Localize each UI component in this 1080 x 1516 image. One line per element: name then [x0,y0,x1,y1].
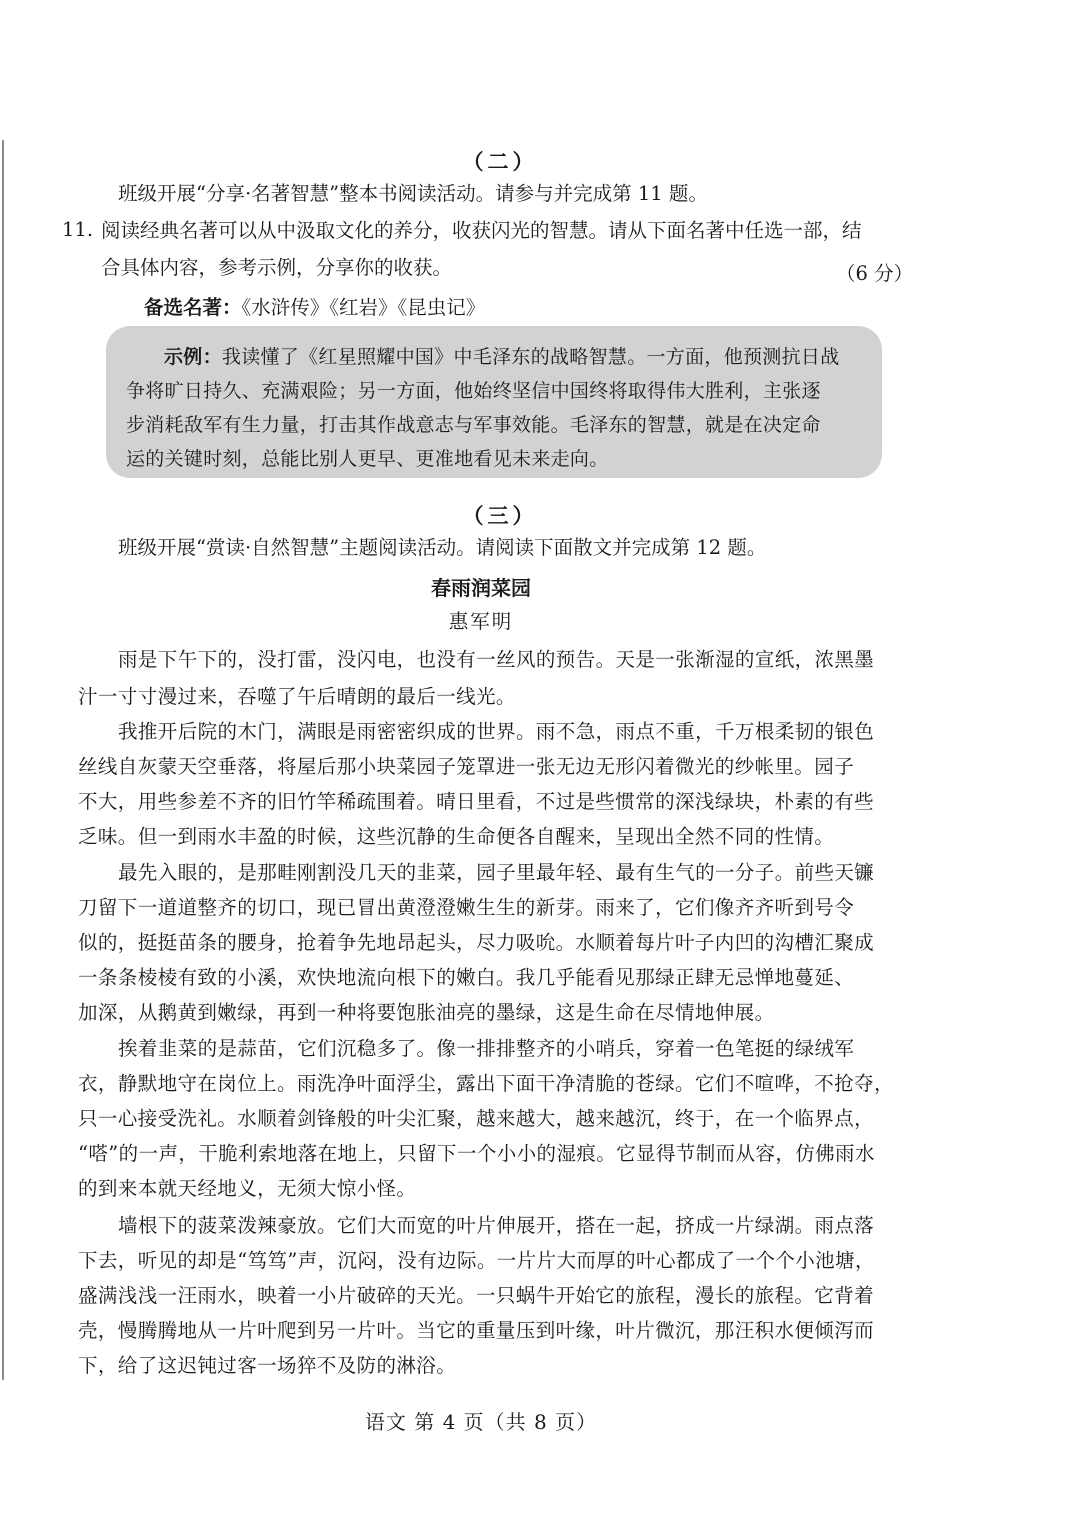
example-line-3: 步消耗敌军有生力量，打击其作战意志与军事效能。毛泽东的智慧，就是在决定命 [126,414,821,436]
question-11-text-line2: 合具体内容，参考示例，分享你的收获。 [101,256,453,279]
paragraph-5-line-4: 壳，慢腾腾地从一片叶爬到另一片叶。当它的重量压到叶缘，叶片微沉，那汪积水便倾泻而 [78,1319,875,1342]
essay-title: 春雨润菜园 [431,576,531,600]
paragraph-4-line-5: 的到来本就天经地义，无须大惊小怪。 [78,1177,417,1200]
example-label: 示例： [164,346,222,368]
example-text-1: 我读懂了《红星照耀中国》中毛泽东的战略智慧。一方面，他预测抗日战 [221,346,840,368]
section-2-intro: 班级开展“分享·名著智慧”整本书阅读活动。请参与并完成第 11 题。 [118,182,708,205]
section-2-title: （二） [462,150,538,174]
example-line-4: 运的关键时刻，总能比别人更早、更准地看见未来走向。 [126,448,609,470]
paragraph-4-line-3: 只一心接受洗礼。水顺着剑锋般的叶尖汇聚，越来越大，越来越沉，终于，在一个临界点， [78,1107,875,1130]
question-11-text-line1: 阅读经典名著可以从中汲取文化的养分，收获闪光的智慧。请从下面名著中任选一部，结 [101,219,862,242]
candidate-books-label: 备选名著： [144,296,242,319]
example-line-1 [164,342,840,369]
candidate-books [144,292,485,320]
candidate-books-list: 《水浒传》《红岩》《昆虫记》 [241,296,486,319]
paragraph-5-line-5: 下，给了这迟钝过客一场猝不及防的淋浴。 [78,1354,457,1377]
example-line-2: 争将旷日持久、充满艰险；另一方面，他始终坚信中国终将取得伟大胜利，主张逐 [126,380,821,402]
paragraph-3-line-3: 似的，挺挺苗条的腰身，抢着争先地昂起头，尽力吸吮。水顺着每片叶子内凹的沟槽汇聚成 [78,931,875,954]
paragraph-3-line-5: 加深，从鹅黄到嫩绿，再到一种将要饱胀油亮的墨绿，这是生命在尽情地伸展。 [78,1001,775,1024]
section-3-intro: 班级开展“赏读·自然智慧”主题阅读活动。请阅读下面散文并完成第 12 题。 [118,536,767,559]
paragraph-3-line-2: 刀留下一道道整齐的切口，现已冒出黄澄澄嫩生生的新芽。雨来了，它们像齐齐听到号令 [78,896,855,919]
paragraph-2-line-1: 我推开后院的木门，满眼是雨密密织成的世界。雨不急，雨点不重，千万根柔韧的银色 [118,720,875,743]
page-footer: 语文 第 4 页（共 8 页） [364,1410,598,1434]
paragraph-3-line-4: 一条条棱棱有致的小溪，欢快地流向根下的嫩白。我几乎能看见那绿正肆无忌惮地蔓延、 [78,966,855,989]
paragraph-2-line-4: 乏味。但一到雨水丰盈的时候，这些沉静的生命便各自醒来，呈现出全然不同的性情。 [78,825,835,848]
paragraph-5-line-3: 盛满浅浅一汪雨水，映着一小片破碎的天光。一只蜗牛开始它的旅程，漫长的旅程。它背着 [78,1284,875,1307]
paragraph-1-line-2: 汁一寸寸漫过来，吞噬了午后晴朗的最后一线光。 [78,685,516,708]
essay-author: 惠军明 [448,610,514,633]
paragraph-4-line-2: 衣，静默地守在岗位上。雨洗净叶面浮尘，露出下面干净清脆的苍绿。它们不喧哗，不抢夺， [78,1072,894,1095]
left-margin-rule [2,140,4,1380]
question-11-number: 11. [62,218,94,241]
paragraph-2-line-3: 不大，用些参差不齐的旧竹竿稀疏围着。晴日里看，不过是些惯常的深浅绿块，朴素的有些 [78,790,875,813]
paragraph-3-line-1: 最先入眼的，是那畦刚割没几天的韭菜，园子里最年轻、最有生气的一分子。前些天镰 [118,861,875,884]
paragraph-2-line-2: 丝线自灰蒙天空垂落，将屋后那小块菜园子笼罩进一张无边无形闪着微光的纱帐里。园子 [78,755,855,778]
paragraph-4-line-4: “嗒”的一声，干脆利索地落在地上，只留下一个小小的湿痕。它显得节制而从容，仿佛雨水 [78,1142,875,1165]
paragraph-5-line-2: 下去，听见的却是“笃笃”声，沉闷，没有边际。一片片大而厚的叶心都成了一个个小池塘， [78,1249,875,1272]
paragraph-1-line-1: 雨是下午下的，没打雷，没闪电，也没有一丝风的预告。天是一张渐湿的宣纸，浓黑墨 [118,648,875,671]
example-box [106,326,882,478]
paragraph-5-line-1: 墙根下的菠菜泼辣豪放。它们大而宽的叶片伸展开，搭在一起，挤成一片绿湖。雨点落 [118,1214,875,1237]
paragraph-4-line-1: 挨着韭菜的是蒜苗，它们沉稳多了。像一排排整齐的小哨兵，穿着一色笔挺的绿绒军 [118,1037,855,1060]
question-11-score: （6 分） [836,262,914,285]
section-3-title: （三） [462,504,538,528]
